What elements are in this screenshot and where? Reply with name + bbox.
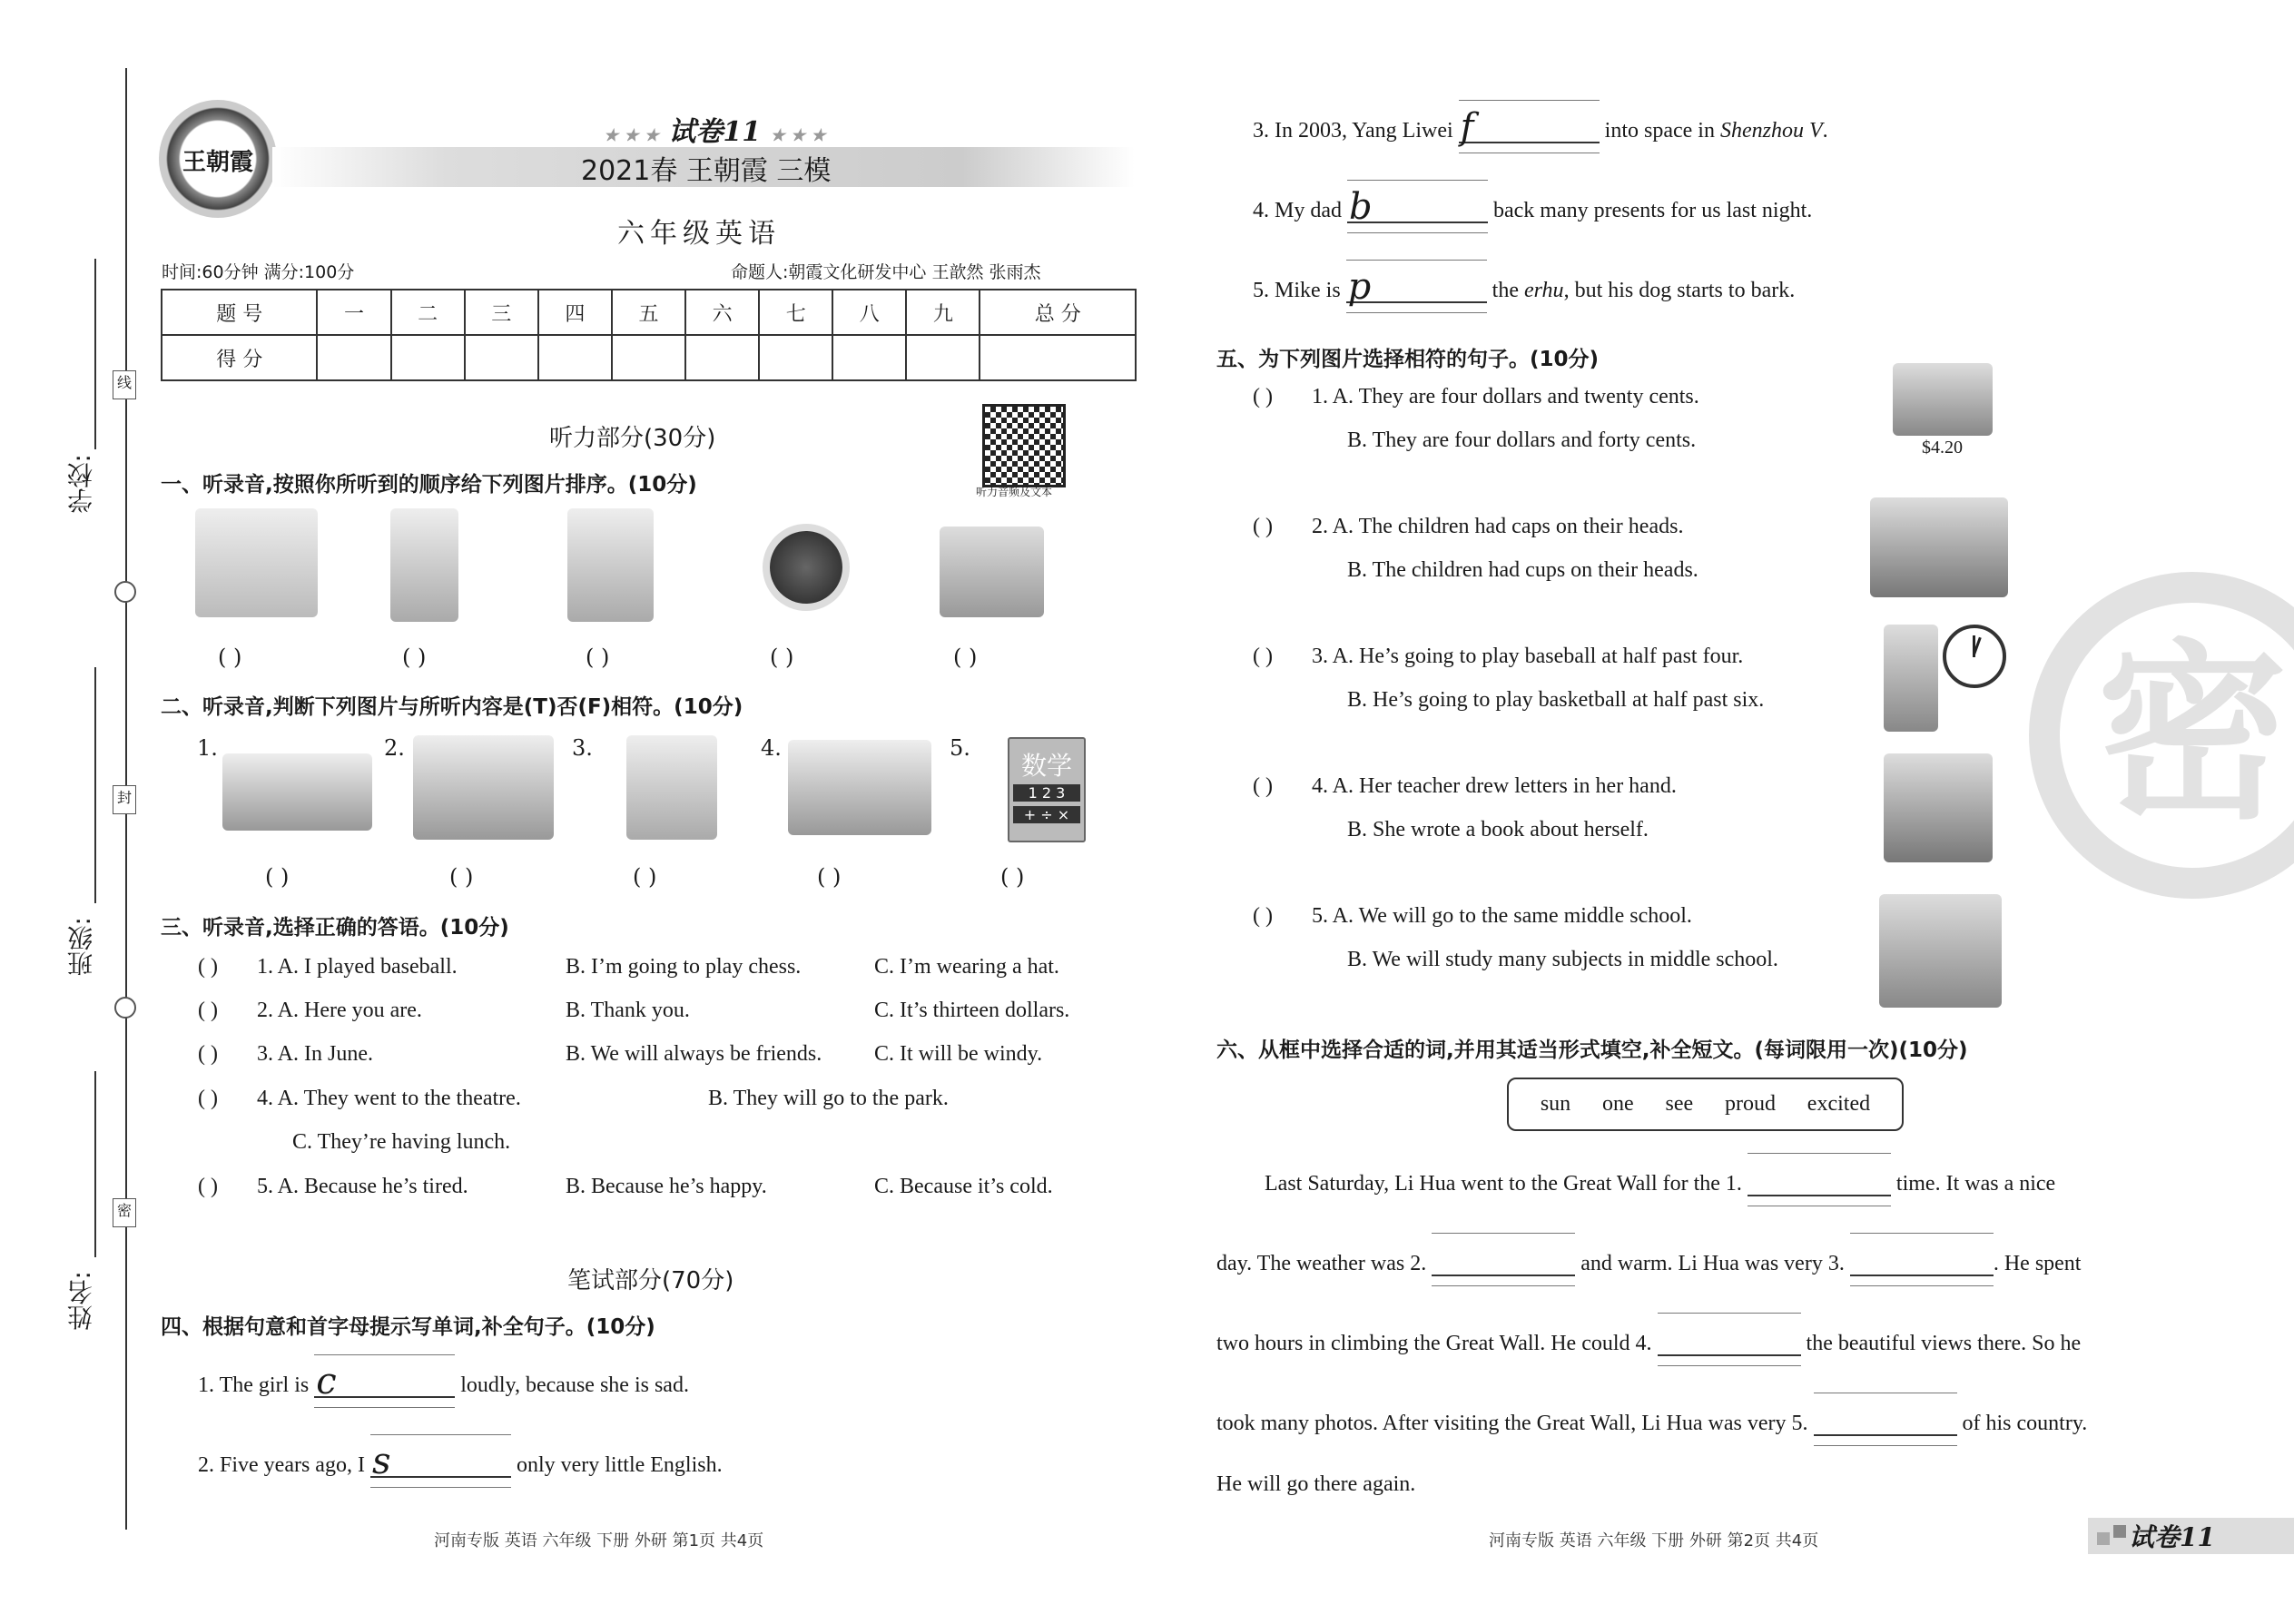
sentence-post: the xyxy=(1492,279,1519,302)
score-header-cell: 题 号 xyxy=(162,290,317,335)
score-row-label: 得 分 xyxy=(162,335,317,380)
option-a: 5. A. Because he’s tired. xyxy=(257,1175,468,1198)
passage-line xyxy=(1216,1331,2081,1356)
sentence-post: back many presents for us last night. xyxy=(1493,199,1813,222)
answer-paren[interactable]: ( ) xyxy=(1253,645,1273,668)
option-b: B. She wrote a book about herself. xyxy=(1347,818,1649,842)
option-a: 2. A. Here you are. xyxy=(257,999,422,1022)
score-cell[interactable] xyxy=(538,335,612,380)
authors: 命题人:朝霞文化研发中心 王歆然 张雨杰 xyxy=(731,262,1041,282)
item-number: 5. xyxy=(950,735,970,761)
option-c: C. They’re having lunch. xyxy=(292,1130,511,1154)
answer-blank[interactable] xyxy=(1347,186,1488,228)
footer-right: 河南专版 英语 六年级 下册 外研 第2页 共4页 xyxy=(1489,1531,1819,1550)
hint-letter: s xyxy=(371,1441,391,1482)
answer-blank[interactable] xyxy=(1748,1171,1891,1196)
sentence-pre: 3. In 2003, Yang Liwei xyxy=(1253,119,1453,143)
answer-paren[interactable]: ( ) xyxy=(633,864,657,890)
hint-letter: p xyxy=(1347,266,1372,308)
item-number: 4. xyxy=(761,735,782,761)
word-box xyxy=(1507,1078,1904,1131)
punch-hole-icon xyxy=(114,997,136,1019)
option-b: B. We will study many subjects in middle school. xyxy=(1347,948,1778,971)
score-cell[interactable] xyxy=(391,335,465,380)
sentence-pre: 2. Five years ago, I xyxy=(198,1453,365,1477)
word-option: proud xyxy=(1724,1092,1776,1116)
score-header-cell: 三 xyxy=(465,290,538,335)
class-field-line[interactable] xyxy=(94,667,96,903)
sentence-post: into space in xyxy=(1604,119,1715,143)
score-header-cell: 五 xyxy=(612,290,685,335)
burger-drink-picture xyxy=(1893,363,1993,436)
option-a: 4. A. Her teacher drew letters in her hand. xyxy=(1312,774,1677,798)
answer-paren[interactable]: ( ) xyxy=(770,645,794,670)
answer-paren[interactable]: ( ) xyxy=(265,864,290,890)
girl-with-cat-picture xyxy=(390,508,458,622)
score-header-cell: 二 xyxy=(391,290,465,335)
seal-mark-seal: 封 xyxy=(113,785,136,814)
watermark-seal xyxy=(2029,572,2294,899)
option-b: B. Because he’s happy. xyxy=(566,1175,767,1198)
school-label: 学校: xyxy=(66,454,96,514)
score-header-cell: 一 xyxy=(317,290,390,335)
paper-tag: ★ ★ ★ 试卷11 ★ ★ ★ xyxy=(604,116,826,148)
option-c: C. I’m wearing a hat. xyxy=(874,955,1059,979)
subject-title: 六年级英语 xyxy=(617,218,781,250)
math-book-picture xyxy=(1008,737,1086,842)
score-header-cell: 七 xyxy=(759,290,832,335)
score-cell[interactable] xyxy=(685,335,759,380)
score-cell[interactable] xyxy=(832,335,906,380)
word-option: see xyxy=(1665,1092,1694,1116)
item-number: 3. xyxy=(572,735,593,761)
score-header-cell: 四 xyxy=(538,290,612,335)
section-1-title: 一、听录音,按照你所听到的顺序给下列图片排序。(10分) xyxy=(161,473,697,497)
score-table-score-row xyxy=(162,335,1136,380)
score-header-cell: 九 xyxy=(906,290,980,335)
sentence-end: . xyxy=(1822,119,1828,143)
passage-text: . He spent xyxy=(1993,1252,2082,1275)
school-field-line[interactable] xyxy=(94,259,96,449)
option-c: C. Because it’s cold. xyxy=(874,1175,1053,1198)
answer-paren[interactable]: ( ) xyxy=(1253,774,1273,798)
kids-thinking-picture xyxy=(1879,894,2002,1008)
option-b: B. The children had cups on their heads. xyxy=(1347,558,1698,582)
sentence-post: only very little English. xyxy=(516,1453,723,1477)
option-a: 5. A. We will go to the same middle school. xyxy=(1312,904,1692,928)
answer-paren[interactable]: ( ) xyxy=(198,955,218,979)
fill-sentence xyxy=(1253,186,1813,228)
writing-title: 笔试部分(70分) xyxy=(567,1267,734,1294)
passage-line xyxy=(1216,1251,2081,1276)
option-c: C. It’s thirteen dollars. xyxy=(874,999,1070,1022)
robot-machine-picture xyxy=(940,527,1044,617)
ufo-alien-picture xyxy=(195,508,318,617)
answer-paren[interactable]: ( ) xyxy=(1253,385,1273,408)
option-b: B. He’s going to play basketball at half past six. xyxy=(1347,688,1765,712)
answer-paren[interactable]: ( ) xyxy=(198,999,218,1022)
passage-text: took many photos. After visiting the Great Wall, Li Hua was very 5. xyxy=(1216,1412,1808,1435)
answer-paren[interactable]: ( ) xyxy=(586,645,610,670)
option-a: 4. A. They went to the theatre. xyxy=(257,1087,521,1110)
score-table xyxy=(161,289,1137,381)
answer-paren[interactable]: ( ) xyxy=(1253,904,1273,928)
option-a: 3. A. He’s going to play baseball at half past four. xyxy=(1312,645,1744,668)
passage-text: and warm. Li Hua was very 3. xyxy=(1580,1252,1845,1275)
baseball-boy-picture xyxy=(1884,625,1938,732)
ducks-picture xyxy=(222,753,372,831)
score-cell[interactable] xyxy=(465,335,538,380)
footer-left: 河南专版 英语 六年级 下册 外研 第1页 共4页 xyxy=(434,1531,764,1550)
option-b: B. They will go to the park. xyxy=(708,1087,949,1110)
price-label: $4.20 xyxy=(1922,438,1963,458)
option-a: 1. A. They are four dollars and twenty cents. xyxy=(1312,385,1699,408)
passage-text: time. It was a nice xyxy=(1895,1172,2056,1196)
paper-tag-text: 试卷11 xyxy=(668,116,762,148)
answer-paren[interactable]: ( ) xyxy=(1253,515,1273,538)
option-c: C. It will be windy. xyxy=(874,1042,1043,1066)
score-cell[interactable] xyxy=(906,335,980,380)
fill-sentence xyxy=(198,1361,689,1403)
footer-square-icon xyxy=(2113,1525,2126,1538)
passage-text: day. The weather was 2. xyxy=(1216,1252,1427,1275)
watermark-char: 密 xyxy=(2096,623,2288,845)
exam-title: 2021春 王朝霞 三模 xyxy=(581,155,832,187)
option-a: 2. A. The children had caps on their heads. xyxy=(1312,515,1684,538)
word-option: excited xyxy=(1807,1092,1871,1116)
seal-mark-secret: 密 xyxy=(113,1198,136,1227)
answer-blank[interactable] xyxy=(370,1441,511,1482)
answer-blank[interactable] xyxy=(1814,1411,1957,1436)
hint-letter: f xyxy=(1460,106,1474,148)
footer-square-icon xyxy=(2097,1532,2110,1545)
fill-sentence xyxy=(1253,106,1828,148)
punch-hole-icon xyxy=(114,581,136,603)
section-4-title: 四、根据句意和首字母提示写单词,补全句子。(10分) xyxy=(161,1315,655,1339)
answer-paren[interactable]: ( ) xyxy=(449,864,474,890)
answer-paren[interactable]: ( ) xyxy=(953,645,978,670)
math-book-row1: 1 2 3 xyxy=(1013,784,1080,802)
math-book-row2: + ÷ × xyxy=(1013,806,1080,823)
fill-sentence xyxy=(198,1441,723,1482)
logo-text: 王朝霞 xyxy=(182,149,253,176)
section-3-title: 三、听录音,选择正确的答语。(10分) xyxy=(161,916,509,940)
passage-line xyxy=(1216,1411,2087,1436)
answer-paren[interactable]: ( ) xyxy=(198,1087,218,1110)
sentence-post: loudly, because she is sad. xyxy=(460,1373,689,1397)
answer-paren[interactable]: ( ) xyxy=(198,1175,218,1198)
hint-letter: c xyxy=(316,1361,337,1403)
word-option: one xyxy=(1602,1092,1634,1116)
answer-paren[interactable]: ( ) xyxy=(218,645,242,670)
score-cell[interactable] xyxy=(980,335,1136,380)
passage-text: two hours in climbing the Great Wall. He could 4. xyxy=(1216,1332,1652,1355)
item-number: 2. xyxy=(384,735,405,761)
sun-icon xyxy=(770,531,842,604)
score-header-cell: 六 xyxy=(685,290,759,335)
class-label: 班级: xyxy=(66,917,96,977)
score-cell[interactable] xyxy=(759,335,832,380)
qr-caption: 听力音频及文本 xyxy=(976,486,1053,498)
math-book-title: 数学 xyxy=(1020,751,1072,781)
section-2-title: 二、听录音,判断下列图片与所听内容是(T)否(F)相符。(10分) xyxy=(161,695,743,719)
option-b: B. We will always be friends. xyxy=(566,1042,822,1066)
option-b: B. They are four dollars and forty cents. xyxy=(1347,428,1697,452)
answer-paren[interactable]: ( ) xyxy=(1000,864,1025,890)
sentence-pre: 1. The girl is xyxy=(198,1373,310,1397)
playground-picture xyxy=(788,740,931,835)
qr-code-icon[interactable] xyxy=(982,404,1066,487)
answer-blank[interactable] xyxy=(1658,1331,1801,1356)
score-cell[interactable] xyxy=(612,335,685,380)
passage-text: of his country. xyxy=(1962,1412,2088,1435)
sentence-pre: 5. Mike is xyxy=(1253,279,1341,302)
section-5-title: 五、为下列图片选择相符的句子。(10分) xyxy=(1216,348,1600,371)
passage-text: Last Saturday, Li Hua went to the Great Wall for the 1. xyxy=(1265,1172,1742,1196)
passage-text: the beautiful views there. So he xyxy=(1806,1332,2082,1355)
time-info: 时间:60分钟 满分:100分 xyxy=(162,262,355,282)
children-classroom-picture xyxy=(1870,497,2008,597)
name-field-line[interactable] xyxy=(94,1071,96,1257)
sentence-pre: 4. My dad xyxy=(1253,199,1342,222)
answer-paren[interactable]: ( ) xyxy=(402,645,427,670)
answer-blank[interactable] xyxy=(1850,1251,1994,1276)
option-b: B. Thank you. xyxy=(566,999,690,1022)
score-table-header-row xyxy=(162,290,1136,335)
word-option: sun xyxy=(1540,1092,1571,1116)
passage-line xyxy=(1265,1171,2055,1196)
sentence-italic: Shenzhou V xyxy=(1719,119,1823,143)
listening-title: 听力部分(30分) xyxy=(549,425,716,452)
clock-icon xyxy=(1943,625,2006,688)
answer-blank[interactable] xyxy=(314,1361,455,1403)
passage-line: He will go there again. xyxy=(1216,1472,1416,1496)
supermarket-picture xyxy=(413,735,554,840)
fill-sentence xyxy=(1253,266,1796,308)
answer-blank[interactable] xyxy=(1459,106,1600,148)
option-a: 1. A. I played baseball. xyxy=(257,955,458,979)
teacher-girl-picture xyxy=(1884,753,1993,862)
option-b: B. I’m going to play chess. xyxy=(566,955,802,979)
answer-blank[interactable] xyxy=(1432,1251,1575,1276)
score-cell[interactable] xyxy=(317,335,390,380)
logo-seal xyxy=(159,100,277,218)
sentence-italic: erhu xyxy=(1524,279,1564,302)
answer-paren[interactable]: ( ) xyxy=(817,864,842,890)
name-label: 姓名: xyxy=(66,1271,96,1331)
hint-letter: b xyxy=(1349,186,1373,228)
footer-tag: 试卷11 xyxy=(2129,1522,2215,1552)
child-in-rain-picture xyxy=(567,508,654,622)
answer-paren[interactable]: ( ) xyxy=(198,1042,218,1066)
answer-blank[interactable] xyxy=(1346,266,1487,308)
option-a: 3. A. In June. xyxy=(257,1042,373,1066)
seal-mark-line: 线 xyxy=(113,370,136,399)
section-6-title: 六、从框中选择合适的词,并用其适当形式填空,补全短文。(每词限用一次)(10分) xyxy=(1216,1038,1968,1062)
sentence-end: , but his dog starts to bark. xyxy=(1563,279,1796,302)
item-number: 1. xyxy=(197,735,218,761)
score-header-cell: 八 xyxy=(832,290,906,335)
street-crossing-picture xyxy=(626,735,717,840)
score-header-cell: 总 分 xyxy=(980,290,1136,335)
